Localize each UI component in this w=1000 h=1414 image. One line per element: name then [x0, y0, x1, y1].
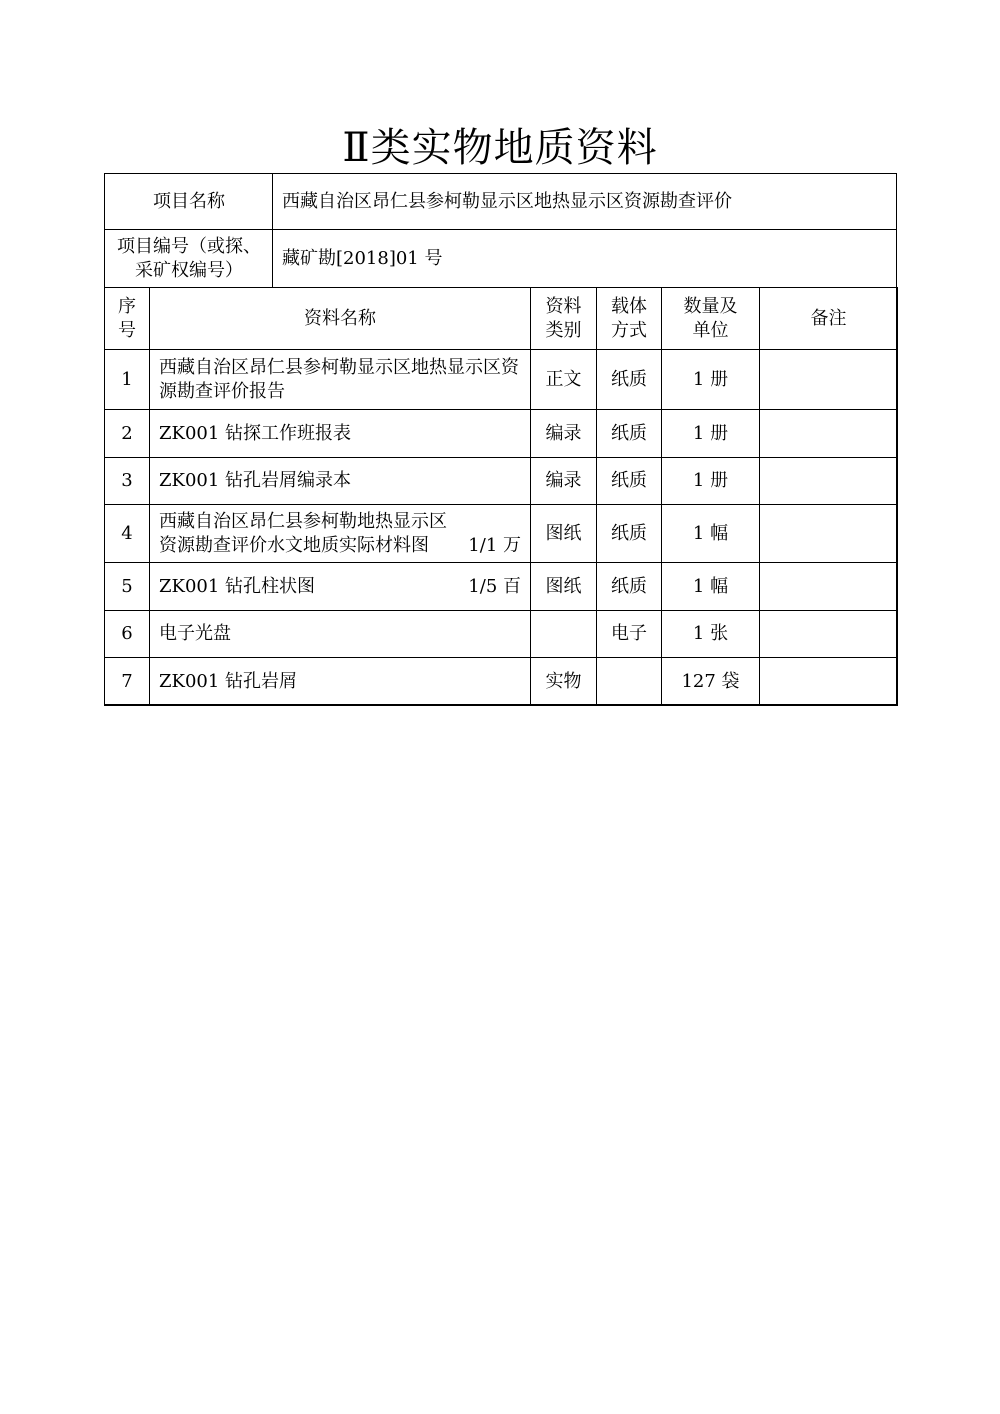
- table-row: [105, 350, 898, 410]
- row-category: 实物: [531, 658, 597, 706]
- row-carrier: 纸质: [597, 563, 662, 611]
- table-row: [105, 458, 898, 505]
- row-name: [150, 505, 531, 563]
- table-row: [105, 658, 898, 706]
- row-category: 编录: [531, 410, 597, 458]
- header-name: 资料名称: [150, 288, 531, 350]
- row-remarks: [760, 410, 898, 458]
- row-name-text: ZK001 钻孔柱状图: [159, 575, 316, 597]
- row-remarks: [760, 350, 898, 410]
- project-name-value: 西藏自治区昂仁县参柯勒显示区地热显示区资源勘查评价: [272, 174, 897, 229]
- table-row: [105, 410, 898, 458]
- row-quantity: 1 幅: [662, 563, 760, 611]
- row-name: 电子光盘: [150, 611, 531, 658]
- row-remarks: [760, 505, 898, 563]
- row-no: 4: [105, 505, 150, 563]
- table-row: [105, 563, 898, 611]
- row-remarks: [760, 563, 898, 611]
- row-name: [150, 563, 531, 611]
- row-carrier: 纸质: [597, 350, 662, 410]
- row-remarks: [760, 658, 898, 706]
- material-sheet: [104, 173, 897, 705]
- header-carrier: 载体方式: [597, 288, 662, 350]
- row-category: 正文: [531, 350, 597, 410]
- row-carrier: 电子: [597, 611, 662, 658]
- row-carrier: 纸质: [597, 505, 662, 563]
- row-quantity: 127 袋: [662, 658, 760, 706]
- row-carrier: 纸质: [597, 458, 662, 505]
- row-scale: 1/5 百: [468, 575, 521, 597]
- header-category: 资料类别: [531, 288, 597, 350]
- row-no: 3: [105, 458, 150, 505]
- project-code-row: [105, 230, 896, 287]
- materials-table: [104, 287, 898, 706]
- table-row: [105, 505, 898, 563]
- header-no: 序号: [105, 288, 150, 350]
- row-name: 西藏自治区昂仁县参柯勒显示区地热显示区资源勘查评价报告: [150, 350, 531, 410]
- row-category: 图纸: [531, 563, 597, 611]
- row-name-text: 西藏自治区昂仁县参柯勒地热显示区资源勘查评价水文地质实际材料图: [159, 510, 447, 556]
- row-remarks: [760, 611, 898, 658]
- row-carrier: [597, 658, 662, 706]
- row-quantity: 1 册: [662, 458, 760, 505]
- project-code-label: 项目编号（或探、采矿权编号）: [117, 235, 261, 281]
- row-category: 编录: [531, 458, 597, 505]
- header-remarks: 备注: [760, 288, 898, 350]
- row-category: [531, 611, 597, 658]
- row-quantity: 1 张: [662, 611, 760, 658]
- project-name-label: 项目名称: [153, 190, 225, 212]
- row-no: 1: [105, 350, 150, 410]
- project-name-row: [105, 174, 896, 230]
- project-code-value: 藏矿勘[2018]01 号: [272, 230, 897, 287]
- row-no: 6: [105, 611, 150, 658]
- row-name: ZK001 钻孔岩屑编录本: [150, 458, 531, 505]
- page-title: Ⅱ类实物地质资料: [342, 125, 658, 171]
- row-scale: 1/1 万: [468, 534, 521, 556]
- row-no: 7: [105, 658, 150, 706]
- row-name: ZK001 钻探工作班报表: [150, 410, 531, 458]
- row-quantity: 1 册: [662, 350, 760, 410]
- row-quantity: 1 幅: [662, 505, 760, 563]
- row-category: 图纸: [531, 505, 597, 563]
- row-remarks: [760, 458, 898, 505]
- table-row: [105, 611, 898, 658]
- row-quantity: 1 册: [662, 410, 760, 458]
- row-no: 2: [105, 410, 150, 458]
- header-quantity: 数量及单位: [662, 288, 760, 350]
- table-header-row: [105, 288, 898, 350]
- row-name: ZK001 钻孔岩屑: [150, 658, 531, 706]
- row-carrier: 纸质: [597, 410, 662, 458]
- row-no: 5: [105, 563, 150, 611]
